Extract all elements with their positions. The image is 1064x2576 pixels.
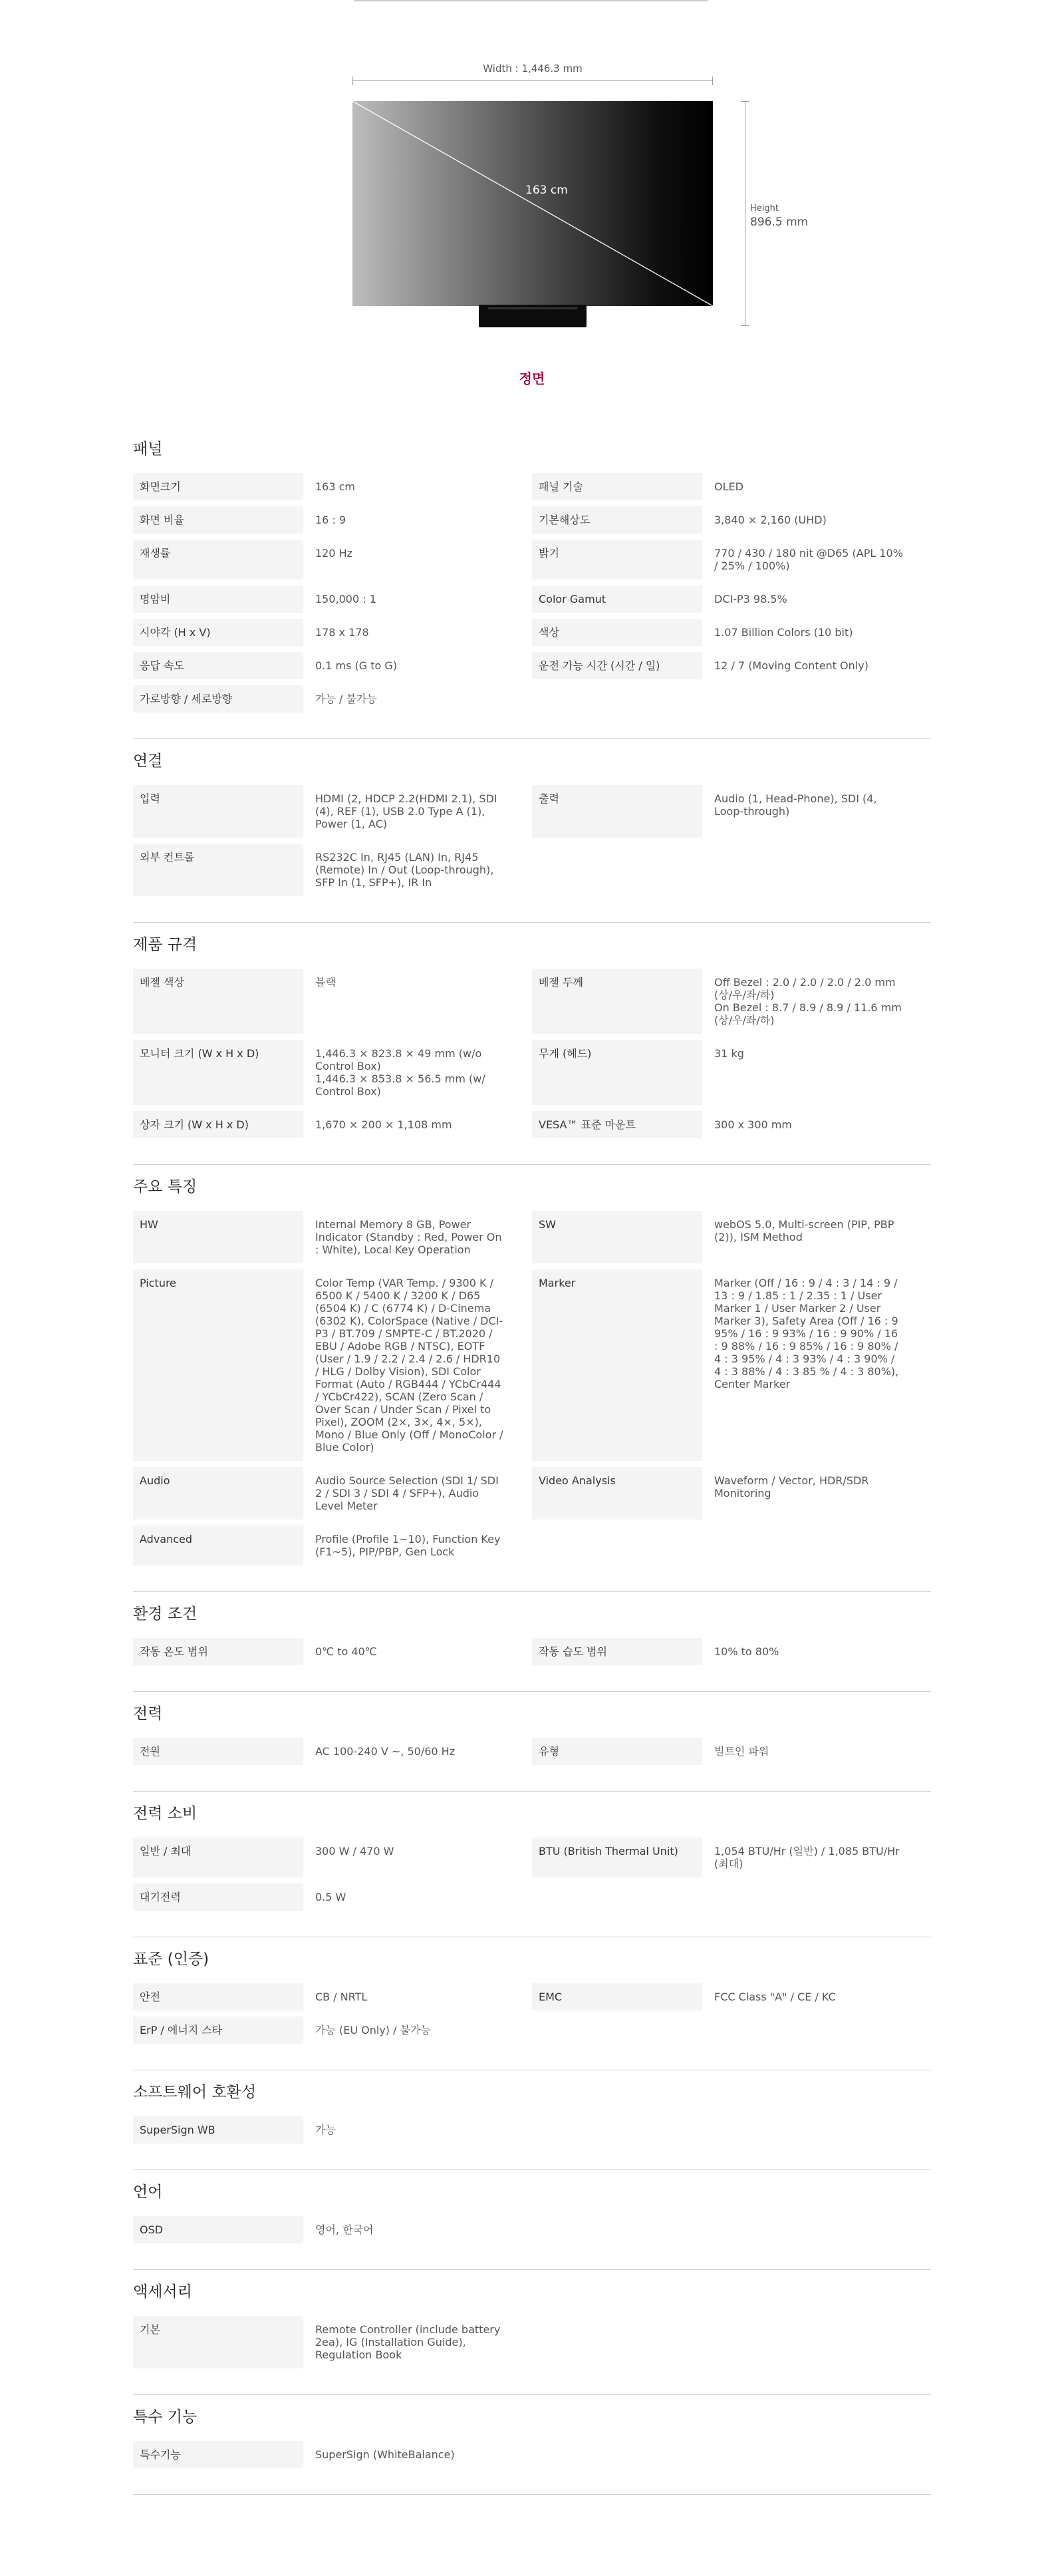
section-title: 패널: [133, 440, 163, 458]
height-value: 896.5 mm: [750, 216, 809, 229]
spec-row: [133, 1526, 931, 1565]
spec-section: [133, 2395, 931, 2495]
spec-key: 패널 기술: [532, 473, 702, 500]
tv-stand-image: [479, 305, 587, 327]
front-view-label: 정면: [519, 371, 545, 387]
spec-value: 1,446.3 × 823.8 × 49 mm (w/o Control Box) 1,446.3 × 853.8 × 56.5 mm (w/ Control Box): [315, 1047, 485, 1098]
spec-value: Waveform / Vector, HDR/SDR Monitoring: [714, 1474, 869, 1500]
spec-cell: [532, 652, 931, 679]
spec-key: EMC: [532, 1983, 702, 2011]
section-title: 특수 기능: [133, 2408, 198, 2426]
spec-key: 가로방향 / 세로방향: [133, 685, 303, 713]
spec-cell: [133, 652, 532, 679]
spec-cell: [133, 844, 532, 896]
spec-key: 입력: [133, 785, 303, 838]
spec-cell: [133, 2216, 532, 2243]
section-title: 환경 조건: [133, 1605, 198, 1623]
spec-key: 작동 온도 범위: [133, 1638, 303, 1665]
spec-cell: [133, 1838, 532, 1877]
spec-cell: [133, 2016, 532, 2044]
spec-cell: [133, 619, 532, 646]
spec-row: [133, 2441, 931, 2468]
spec-key: 상자 크기 (W x H x D): [133, 1111, 303, 1138]
spec-cell: [133, 1211, 532, 1263]
spec-row: [133, 2116, 931, 2144]
spec-value: AC 100-240 V ~, 50/60 Hz: [315, 1745, 456, 1758]
spec-key: OSD: [133, 2216, 303, 2243]
spec-key: 일반 / 최대: [133, 1838, 303, 1877]
spec-key: Marker: [532, 1269, 702, 1461]
spec-cell: [133, 969, 532, 1034]
spec-cell: [532, 1983, 931, 2011]
spec-row: [133, 685, 931, 713]
spec-key: 재생률: [133, 540, 303, 579]
spec-key: 밝기: [532, 540, 702, 579]
spec-row: [133, 785, 931, 838]
width-dimension-line: [352, 80, 713, 81]
dimension-figure: [0, 0, 1064, 399]
spec-key: HW: [133, 1211, 303, 1263]
spec-key: 시야각 (H x V): [133, 619, 303, 646]
spec-value: 가능 (EU Only) / 불가능: [315, 2024, 431, 2036]
spec-value: CB / NRTL: [315, 1991, 368, 2003]
spec-key: 기본해상도: [532, 506, 702, 534]
spec-key: 응답 속도: [133, 652, 303, 679]
section-title: 연결: [133, 752, 163, 770]
section-title: 제품 규격: [133, 936, 198, 953]
spec-value: 1,670 × 200 × 1,108 mm: [315, 1118, 452, 1131]
spec-cell: [133, 2316, 532, 2368]
spec-value: Marker (Off / 16 : 9 / 4 : 3 / 14 : 9 / 13 : 9 / 1.85 : 1 / 2.35 : 1 / User Marker 1 / User Marker 2 / User Marker 3), Safety Area (Off / 16 : 9 95% / 16 : 9 93% / 16 : 9 90% / 16 : 9 88% / 16 : 9 85% / 16 : 9 80% / 4 : 3 95% / 4 : 3 93% / 4 : 3 90% / 4 : 3 88% / 4 : 3 85 % / 4 : 3 80%), Center Marker: [714, 1277, 899, 1390]
spec-key: 모니터 크기 (W x H x D): [133, 1040, 303, 1105]
spec-value: 16 : 9: [315, 514, 346, 526]
spec-section: [133, 2070, 931, 2170]
height-key: Height: [750, 204, 779, 214]
spec-row: [133, 2216, 931, 2243]
spec-value: 빌트인 파워: [714, 1745, 769, 1758]
spec-row: [133, 2016, 931, 2044]
spec-row: [133, 652, 931, 679]
diagonal-line: [352, 101, 713, 306]
spec-row: [133, 1738, 931, 1765]
spec-section: [133, 2170, 931, 2270]
spec-cell: [133, 1269, 532, 1461]
spec-value: 300 W / 470 W: [315, 1845, 394, 1857]
spec-value: 12 / 7 (Moving Content Only): [714, 659, 868, 672]
spec-key: 유형: [532, 1738, 702, 1765]
spec-value: 0.1 ms (G to G): [315, 659, 398, 672]
section-title: 주요 특징: [133, 1178, 198, 1196]
spec-cell: [133, 1467, 532, 1520]
spec-value: Audio Source Selection (SDI 1/ SDI 2 / SDI 3 / SDI 4 / SFP+), Audio Level Meter: [315, 1474, 499, 1512]
spec-row: [133, 1040, 931, 1105]
spec-value: 10% to 80%: [714, 1645, 779, 1658]
spec-cell: [532, 506, 931, 534]
spec-value: SuperSign (WhiteBalance): [315, 2448, 455, 2461]
spec-section: [133, 923, 931, 1165]
spec-cell: [532, 1211, 931, 1263]
spec-cell: [532, 473, 931, 500]
spec-cell: [532, 969, 931, 1034]
spec-value: 163 cm: [315, 480, 356, 493]
spec-cell: [133, 1040, 532, 1105]
spec-row: [133, 1638, 931, 1665]
spec-key: SW: [532, 1211, 702, 1263]
spec-cell: [133, 1738, 532, 1765]
spec-cell: [532, 619, 931, 646]
spec-section: [133, 1937, 931, 2070]
spec-cell: [532, 585, 931, 613]
spec-value: 770 / 430 / 180 nit @D65 (APL 10% / 25% / 100%): [714, 547, 903, 572]
spec-cell: [133, 585, 532, 613]
spec-row: [133, 585, 931, 613]
spec-cell: [133, 506, 532, 534]
spec-row: [133, 1467, 931, 1520]
spec-key: 운전 가능 시간 (시간 / 일): [532, 652, 702, 679]
spec-key: VESA™ 표준 마운트: [532, 1111, 702, 1138]
spec-value: 31 kg: [714, 1047, 744, 1060]
spec-key: 작동 습도 범위: [532, 1638, 702, 1665]
section-title: 전력 소비: [133, 1805, 198, 1822]
spec-value: FCC Class "A" / CE / KC: [714, 1991, 836, 2003]
spec-row: [133, 1111, 931, 1138]
spec-cell: [133, 785, 532, 838]
spec-key: 출력: [532, 785, 702, 838]
spec-value: OLED: [714, 480, 743, 493]
spec-cell: [532, 1638, 931, 1665]
spec-cell: [133, 1111, 532, 1138]
spec-key: ErP / 에너지 스타: [133, 2016, 303, 2044]
spec-cell: [532, 1040, 931, 1105]
spec-key: SuperSign WB: [133, 2116, 303, 2144]
spec-cell: [532, 785, 931, 838]
spec-value: 가능: [315, 2124, 336, 2136]
spec-value: 1,054 BTU/Hr (일반) / 1,085 BTU/Hr (최대): [714, 1845, 900, 1870]
spec-section: [133, 1692, 931, 1792]
spec-cell: [133, 2441, 532, 2468]
spec-value: webOS 5.0, Multi-screen (PIP, PBP (2)), ISM Method: [714, 1218, 894, 1243]
section-title: 전력: [133, 1705, 163, 1722]
spec-value: 178 x 178: [315, 626, 369, 639]
width-dimension-label: Width : 1,446.3 mm: [483, 63, 583, 75]
spec-cell: [532, 1467, 931, 1520]
spec-section: [133, 439, 931, 739]
spec-key: 대기전력: [133, 1883, 303, 1911]
section-title: 언어: [133, 2183, 163, 2201]
spec-row: [133, 473, 931, 500]
spec-row: [133, 540, 931, 579]
spec-section: [133, 739, 931, 923]
spec-row: [133, 1838, 931, 1877]
spec-cell: [133, 473, 532, 500]
spec-key: 명암비: [133, 585, 303, 613]
spec-value: DCI-P3 98.5%: [714, 593, 787, 605]
spec-row: [133, 506, 931, 534]
spec-row: [133, 969, 931, 1034]
spec-value: Internal Memory 8 GB, Power Indicator (Standby : Red, Power On : White), Local Key Operation: [315, 1218, 502, 1256]
spec-key: Audio: [133, 1467, 303, 1520]
spec-key: BTU (British Thermal Unit): [532, 1838, 702, 1877]
section-title: 액세서리: [133, 2283, 192, 2301]
spec-key: 외부 컨트롤: [133, 844, 303, 896]
spec-key: 베젤 두께: [532, 969, 702, 1034]
section-title: 소프트웨어 호환성: [133, 2084, 257, 2101]
spec-row: [133, 2316, 931, 2368]
spec-value: Audio (1, Head-Phone), SDI (4, Loop-through): [714, 792, 877, 818]
spec-sections: [133, 439, 931, 2495]
spec-value: 0℃ to 40℃: [315, 1645, 377, 1658]
spec-row: [133, 1269, 931, 1461]
spec-value: RS232C In, RJ45 (LAN) In, RJ45 (Remote) In / Out (Loop-through), SFP In (1, SFP+), IR In: [315, 851, 494, 889]
spec-section: [133, 2270, 931, 2395]
spec-cell: [133, 1638, 532, 1665]
spec-value: 영어, 한국어: [315, 2223, 374, 2236]
spec-key: Advanced: [133, 1526, 303, 1565]
spec-cell: [133, 1526, 532, 1565]
spec-value: Remote Controller (include battery 2ea), IG (Installation Guide), Regulation Book: [315, 2323, 501, 2361]
spec-row: [133, 844, 931, 896]
spec-cell: [133, 1983, 532, 2011]
spec-value: 블랙: [315, 976, 336, 989]
spec-value: 가능 / 불가능: [315, 693, 377, 705]
spec-value: 120 Hz: [315, 547, 353, 560]
spec-value: 150,000 : 1: [315, 593, 376, 605]
spec-cell: [532, 1838, 931, 1877]
spec-cell: [133, 2116, 532, 2144]
spec-value: Off Bezel : 2.0 / 2.0 / 2.0 / 2.0 mm (상/우/좌/하) On Bezel : 8.7 / 8.9 / 8.9 / 11.6 mm (상/우/좌/하): [714, 976, 902, 1027]
spec-key: Video Analysis: [532, 1467, 702, 1520]
spec-key: 화면 비율: [133, 506, 303, 534]
spec-key: 기본: [133, 2316, 303, 2368]
section-title: 표준 (인증): [133, 1951, 209, 1968]
spec-key: 전원: [133, 1738, 303, 1765]
spec-row: [133, 1883, 931, 1911]
spec-key: 색상: [532, 619, 702, 646]
spec-cell: [532, 540, 931, 579]
height-dimension-label: [750, 202, 808, 229]
spec-key: 특수기능: [133, 2441, 303, 2468]
spec-cell: [532, 1111, 931, 1138]
spec-key: 베젤 색상: [133, 969, 303, 1034]
spec-value: 1.07 Billion Colors (10 bit): [714, 626, 853, 639]
spec-cell: [133, 685, 532, 713]
spec-key: 안전: [133, 1983, 303, 2011]
spec-section: [133, 1792, 931, 1937]
spec-cell: [532, 1738, 931, 1765]
spec-row: [133, 1983, 931, 2011]
spec-value: Color Temp (VAR Temp. / 9300 K / 6500 K / 5400 K / 3200 K / D65 (6504 K) / C (6774 K) / D-Cinema (6302 K), ColorSpace (Native / DCI-P3 / BT.709 / SMPTE-C / BT.2020 / EBU / Adobe RGB / NTSC), EOTF (User / 1.9 / 2.2 / 2.4 / 2.6 / HDR10 / HLG / Dolby Vision), SDI Color Format (Auto / RGB444 / YCbCr444 / YCbCr422), SCAN (Zero Scan / Over Scan / Under Scan / Pixel to Pixel), ZOOM (2×, 3×, 4×, 5×), Mono / Blue Only (Off / MonoColor / Blue Color): [315, 1277, 503, 1454]
spec-value: 300 x 300 mm: [714, 1118, 792, 1131]
spec-key: 무게 (헤드): [532, 1040, 702, 1105]
spec-cell: [133, 540, 532, 579]
spec-key: Color Gamut: [532, 585, 702, 613]
spec-cell: [133, 1883, 532, 1911]
spec-value: Profile (Profile 1~10), Function Key (F1~5), PIP/PBP, Gen Lock: [315, 1533, 501, 1558]
spec-key: Picture: [133, 1269, 303, 1461]
spec-section: [133, 1592, 931, 1692]
spec-row: [133, 619, 931, 646]
spec-key: 화면크기: [133, 473, 303, 500]
spec-value: 3,840 × 2,160 (UHD): [714, 514, 827, 526]
spec-cell: [532, 1269, 931, 1461]
spec-value: 0.5 W: [315, 1891, 346, 1903]
spec-value: HDMI (2, HDCP 2.2(HDMI 2.1), SDI (4), REF (1), USB 2.0 Type A (1), Power (1, AC): [315, 792, 497, 830]
spec-row: [133, 1211, 931, 1263]
spec-section: [133, 1165, 931, 1592]
diagonal-size-label: 163 cm: [525, 184, 568, 197]
